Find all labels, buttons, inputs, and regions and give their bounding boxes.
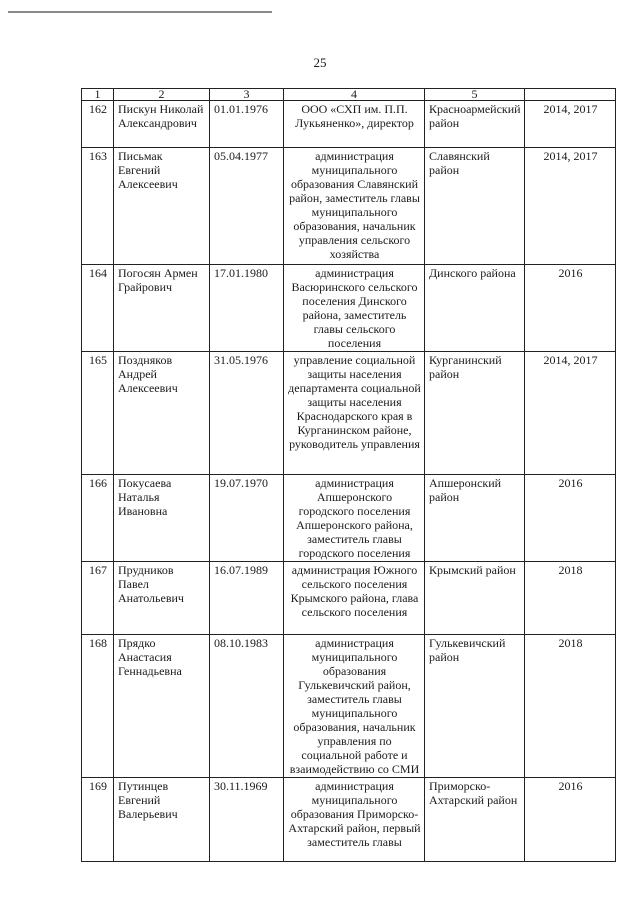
header-col-6 [525, 89, 616, 101]
organization-position: администрация Апшеронского городского поселения Апшеронского района, заместитель главы городского поселения [284, 475, 425, 562]
organization-position: администрация муниципального образования Славянский район, заместитель главы муниципального образования, начальник управления сельского хозяйства [284, 148, 425, 265]
birth-date: 08.10.1983 [210, 635, 284, 778]
birth-date: 30.11.1969 [210, 778, 284, 862]
top-rule [8, 11, 272, 13]
organization-position: управление социальной защиты населения департамента социальной защиты населения Краснодарского края в Курганинском районе, руководитель управления [284, 352, 425, 475]
years: 2016 [525, 475, 616, 562]
header-col-4: 4 [284, 89, 425, 101]
birth-date: 01.01.1976 [210, 101, 284, 148]
person-name: Покусаева Наталья Ивановна [114, 475, 210, 562]
table-row [82, 562, 616, 635]
header-col-3: 3 [210, 89, 284, 101]
table-row [82, 101, 616, 148]
row-number: 165 [82, 352, 114, 475]
registry-table [81, 88, 616, 862]
table-row [82, 635, 616, 778]
row-number: 169 [82, 778, 114, 862]
row-number: 164 [82, 265, 114, 352]
header-col-2: 2 [114, 89, 210, 101]
district: Динского района [425, 265, 525, 352]
table-row [82, 148, 616, 265]
birth-date: 05.04.1977 [210, 148, 284, 265]
district: Славянский район [425, 148, 525, 265]
row-number: 168 [82, 635, 114, 778]
district: Крымский район [425, 562, 525, 635]
organization-position: администрация Южного сельского поселения Крымского района, глава сельского поселения [284, 562, 425, 635]
row-number: 166 [82, 475, 114, 562]
district: Красноармейский район [425, 101, 525, 148]
header-col-1: 1 [82, 89, 114, 101]
organization-position: администрация муниципального образования Гулькевичский район, заместитель главы муниципального образования, начальник управления по социальной работе и взаимодействию со СМИ [284, 635, 425, 778]
organization-position: администрация муниципального образования Приморско-Ахтарский район, первый заместитель главы [284, 778, 425, 862]
page-number: 25 [313, 55, 327, 70]
years: 2018 [525, 635, 616, 778]
years: 2014, 2017 [525, 101, 616, 148]
district: Курганинский район [425, 352, 525, 475]
district: Гулькевичский район [425, 635, 525, 778]
years: 2018 [525, 562, 616, 635]
birth-date: 16.07.1989 [210, 562, 284, 635]
person-name: Поздняков Андрей Алексеевич [114, 352, 210, 475]
table-row [82, 475, 616, 562]
birth-date: 19.07.1970 [210, 475, 284, 562]
organization-position: администрация Васюринского сельского поселения Динского района, заместитель главы сельского поселения [284, 265, 425, 352]
years: 2014, 2017 [525, 352, 616, 475]
organization-position: ООО «СХП им. П.П. Лукьяненко», директор [284, 101, 425, 148]
row-number: 167 [82, 562, 114, 635]
years: 2016 [525, 265, 616, 352]
table-row [82, 352, 616, 475]
person-name: Путинцев Евгений Валерьевич [114, 778, 210, 862]
person-name: Письмак Евгений Алексеевич [114, 148, 210, 265]
table-row [82, 778, 616, 862]
person-name: Прудников Павел Анатольевич [114, 562, 210, 635]
birth-date: 17.01.1980 [210, 265, 284, 352]
years: 2014, 2017 [525, 148, 616, 265]
birth-date: 31.05.1976 [210, 352, 284, 475]
row-number: 163 [82, 148, 114, 265]
person-name: Пискун Николай Александрович [114, 101, 210, 148]
person-name: Прядко Анастасия Геннадьевна [114, 635, 210, 778]
table-header-row [82, 89, 616, 101]
district: Приморско-Ахтарский район [425, 778, 525, 862]
table-row [82, 265, 616, 352]
years: 2016 [525, 778, 616, 862]
person-name: Погосян Армен Грайрович [114, 265, 210, 352]
row-number: 162 [82, 101, 114, 148]
header-col-5: 5 [425, 89, 525, 101]
district: Апшеронский район [425, 475, 525, 562]
